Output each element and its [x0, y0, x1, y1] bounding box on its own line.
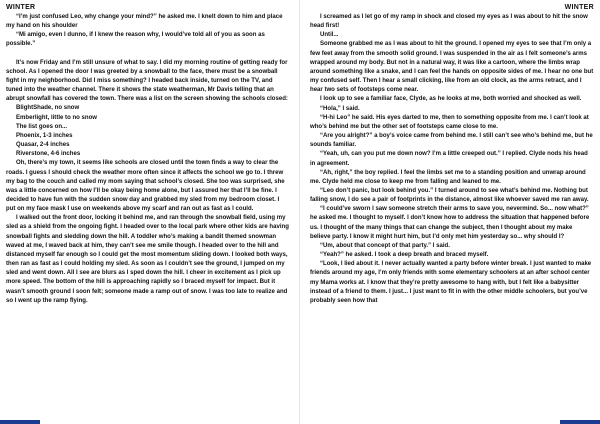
- paragraph: Riverstone, 4-6 inches: [16, 151, 81, 158]
- paragraph: Oh, there’s my town, it seems like schools are closed until the town finds a way to clear the roads. I guess I should check the weather more often since it affects the school we go to. I threw my bag to the couch and called my mom saying that school’s closed. She too was surprised, she was a little concerned on how I’ll be okay being home alone, but I assured her that I’ll be fine. I decided to have fun with the sudden snow day and grabbed my sled from my bedroom closet. I put on my face mask I use on weekends above my scarf and ran out as fast as I could.: [6, 160, 285, 213]
- paragraph: “H-hi Leo” he said. His eyes darted to me, then to something opposite from me. I can’t look at who’s behind me but the other set of footsteps came close to me.: [310, 114, 589, 130]
- running-header-right: WINTER: [564, 4, 594, 11]
- paragraph: Someone grabbed me as I was about to hit the ground. I opened my eyes to see that I’m only a few feet away from the smooth solid ground. I was suspended in the air as I felt someone’s arms wrapped around my body. But not in a natural way, it was like a cartoon, where the limbs wrap around something like a snake, and I can feel the hands on opposite sides of me. I hear no one but my confused self. Then I hear a small clicking, like from an old clock, as the arms retract, and I hear two sets of footsteps come near.: [310, 41, 594, 94]
- paragraph: I screamed as I let go of my ramp in shock and closed my eyes as I was about to hit the snow head first!: [310, 14, 588, 30]
- paragraph: Emberlight, little to no snow: [16, 114, 97, 121]
- paragraph: “Leo don’t panic, but look behind you.” I turned around to see what’s behind me. Nothing but falling snow, I do see a pair of footprints in the distance, almost like whoever saved me ran away.: [310, 187, 589, 204]
- paragraph: “Yeah?” he asked. I took a deep breath and braced myself.: [320, 252, 489, 259]
- paragraph: It’s now Friday and I’m still unsure of what to say. I did my morning routine of getting ready for school. As I opened the door I was greeted by a snowball to the face, there must be a snowball fight in my neighborhood. Did I miss something? I headed back inside, turned on the TV, and tuned into the weather channel. There it shows the state weatherman, Mr Davis telling that an abrupt snowfall has covered the town. There was a list on the screen showing the schools closed:: [6, 59, 288, 103]
- paragraph: “I’m just confused Leo, why change your mind?” he asked me. I knelt down to him and place my hand on his shoulder: [6, 14, 283, 30]
- paragraph: Phoenix, 1-3 inches: [16, 132, 73, 139]
- paragraph: “Are you alright?” a boy’s voice came from behind me. I still can’t see who’s behind me, but he sounds familiar.: [310, 133, 593, 149]
- paragraph: “Mi amigo, even I dunno, if I knew the reason why, I would’ve told all of you as soon as possible.”: [6, 32, 265, 48]
- left-page-body: [6, 13, 289, 306]
- running-header-left: WINTER: [6, 4, 36, 11]
- paragraph: The list goes on...: [16, 123, 68, 130]
- page-accent-bar-left: [0, 420, 40, 424]
- paragraph: BlightShade, no snow: [16, 105, 80, 112]
- paragraph: “I could’ve sworn I saw someone stretch their arms to save you, nevermind. So... now what?” he asked me. I thought to myself. I don’t know how to address the situation that happened before us. I thought of the many things that can change the subject, then I thought about my make believe party. I know it might hurt him, but I’d only met him yesterday so... why should I?: [310, 206, 590, 240]
- paragraph: Quasar, 2-4 inches: [16, 142, 70, 149]
- right-page: [300, 0, 600, 424]
- paragraph: “Yeah, uh, can you put me down now? I’m a little creeped out.” I replied. Clyde nods his head in agreement.: [310, 151, 588, 167]
- paragraph: Until...: [320, 32, 339, 39]
- paragraph: I look up to see a familiar face, Clyde, as he looks at me, both worried and shocked as well.: [320, 96, 582, 103]
- paragraph: “Ah, right,” the boy replied. I feel the limbs set me to a standing position and unwrap around me. Clyde held me close to keep me from falling and leaned to me.: [310, 169, 586, 185]
- paragraph: I walked out the front door, locking it behind me, and ran through the snowball field, using my sled as a shield from the ongoing fight. I headed over to the local park where other kids are having snowball fights and sledding down the hill. A toddler who’s making a bandit themed snowman waved at me, I waved back at him, they can’t see me smile though. I headed over to the hill and distanced myself far enough so I could get the most momentum sliding down. I looked both ways, then ran as fast as I could holding my sled. As soon as I couldn’t see the ground, I jumped on my sled and went down. All I see are blurs as I sped down the hill. I cheer in excitement as I pick up more speed. The bottom of the hill is approaching rapidly so I braced myself for impact. But it wasn’t smooth ground I soon felt; someone made a ramp out of snow. I was too late to realize and so I went up the ramp flying.: [6, 215, 289, 304]
- paragraph: “Um, about that concept of that party.” I said.: [320, 242, 450, 249]
- paragraph: “Look, I lied about it. I never actually wanted a party before winter break. I just wanted to make friends around my age, I’m only friends with some elementary schoolers at an after school center my Mama works at. I know that they’re pretty awesome to hang with, but I felt like a babysitter instead of a friend to them. I just... I just want to fit in with the other middle schoolers, but you’ve probably seen how that: [310, 261, 592, 304]
- paragraph: “Hola,” I said.: [320, 105, 360, 112]
- right-page-body: [310, 13, 594, 306]
- page-accent-bar-right: [560, 420, 600, 424]
